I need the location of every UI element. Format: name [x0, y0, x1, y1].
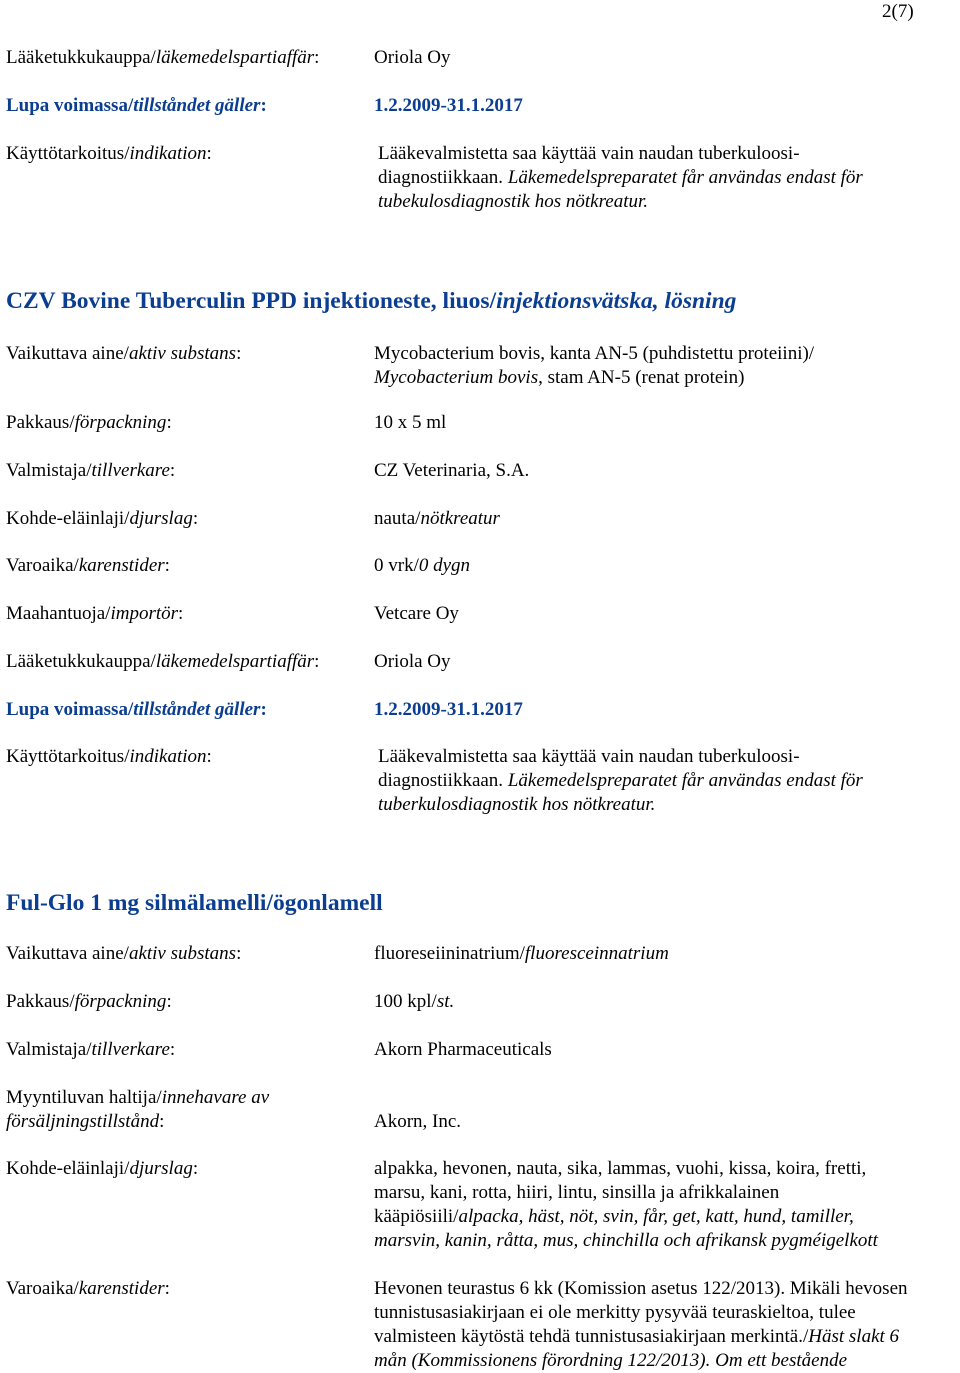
usage-line-1: Lääkevalmistetta saa käyttää vain naudan tuberkuloosi- [378, 143, 800, 164]
product-2-title: Ful-Glo 1 mg silmälamelli/ögonlamell [6, 890, 383, 916]
usage-line-2: diagnostiikkaan. Läkemedelspreparatet får användas endast för [378, 770, 863, 791]
package-label: Pakkaus/förpackning: [6, 412, 172, 433]
wholesaler-value: Oriola Oy [374, 47, 451, 68]
species-line-2: marsu, kani, rotta, hiiri, lintu, sinsilla ja afrikkalainen [374, 1182, 780, 1203]
page-number: 2(7) [882, 1, 914, 22]
species-line-3: kääpiösiili/alpacka, häst, nöt, svin, får, get, katt, hund, tamiller, [374, 1206, 854, 1227]
package-label: Pakkaus/förpackning: [6, 991, 172, 1012]
substance-line-1: Mycobacterium bovis, kanta AN-5 (puhdistettu proteiini)/ [374, 343, 815, 364]
substance-label: Vaikuttava aine/aktiv substans: [6, 943, 242, 964]
withdrawal-label: Varoaika/karenstider: [6, 555, 170, 576]
importer-label: Maahantuoja/importör: [6, 603, 184, 624]
license-value: 1.2.2009-31.1.2017 [374, 699, 523, 720]
species-label: Kohde-eläinlaji/djurslag: [6, 508, 199, 529]
usage-label: Käyttötarkoitus/indikation: [6, 143, 212, 164]
wholesaler-label: Lääketukkukauppa/läkemedelspartiaffär: [6, 651, 320, 672]
substance-line-2: Mycobacterium bovis, stam AN-5 (renat protein) [374, 367, 745, 388]
substance-value: fluoreseiininatrium/fluoresceinnatrium [374, 943, 669, 964]
substance-label: Vaikuttava aine/aktiv substans: [6, 343, 242, 364]
usage-line-1: Lääkevalmistetta saa käyttää vain naudan tuberkuloosi- [378, 746, 800, 767]
holder-label-line-1: Myyntiluvan haltija/innehavare av [6, 1087, 270, 1108]
package-value: 100 kpl/st. [374, 991, 455, 1012]
usage-label: Käyttötarkoitus/indikation: [6, 746, 212, 767]
usage-line-3: tuberkulosdiagnostik hos nötkreatur. [378, 794, 656, 815]
license-label: Lupa voimassa/tillståndet gäller: [6, 699, 267, 720]
species-line-1: alpakka, hevonen, nauta, sika, lammas, vuohi, kissa, koira, fretti, [374, 1158, 867, 1179]
product-1-title: CZV Bovine Tuberculin PPD injektioneste, liuos/injektionsvätska, lösning [6, 288, 737, 314]
species-value: nauta/nötkreatur [374, 508, 500, 529]
wholesaler-value: Oriola Oy [374, 651, 451, 672]
manufacturer-value: Akorn Pharmaceuticals [374, 1039, 552, 1060]
importer-value: Vetcare Oy [374, 603, 459, 624]
license-label: Lupa voimassa/tillståndet gäller: [6, 95, 267, 116]
withdrawal-line-4: mån (Kommissionens förordning 122/2013). Om ett bestående [374, 1350, 848, 1371]
species-line-4: marsvin, kanin, råtta, mus, chinchilla och afrikansk pygméigelkott [374, 1230, 878, 1251]
wholesaler-label: Lääketukkukauppa/läkemedelspartiaffär: [6, 47, 320, 68]
species-label: Kohde-eläinlaji/djurslag: [6, 1158, 199, 1179]
manufacturer-value: CZ Veterinaria, S.A. [374, 460, 530, 481]
usage-line-2: diagnostiikkaan. Läkemedelspreparatet får användas endast för [378, 167, 863, 188]
withdrawal-line-3: valmisteen käytöstä tehdä tunnistusasiakirjaan merkintä./Häst slakt 6 [374, 1326, 900, 1347]
license-value: 1.2.2009-31.1.2017 [374, 95, 523, 116]
manufacturer-label: Valmistaja/tillverkare: [6, 460, 176, 481]
withdrawal-line-1: Hevonen teurastus 6 kk (Komission asetus 122/2013). Mikäli hevosen [374, 1278, 908, 1299]
package-value: 10 x 5 ml [374, 412, 447, 433]
holder-label-line-2: försäljningstillstånd: [6, 1111, 165, 1132]
withdrawal-value: 0 vrk/0 dygn [374, 555, 471, 576]
usage-line-3: tubekulosdiagnostik hos nötkreatur. [378, 191, 649, 212]
holder-value: Akorn, Inc. [374, 1111, 462, 1132]
withdrawal-line-2: tunnistusasiakirjaan ei ole merkitty pysyvää teuraskieltoa, tulee [374, 1302, 856, 1323]
manufacturer-label: Valmistaja/tillverkare: [6, 1039, 176, 1060]
withdrawal-label: Varoaika/karenstider: [6, 1278, 170, 1299]
